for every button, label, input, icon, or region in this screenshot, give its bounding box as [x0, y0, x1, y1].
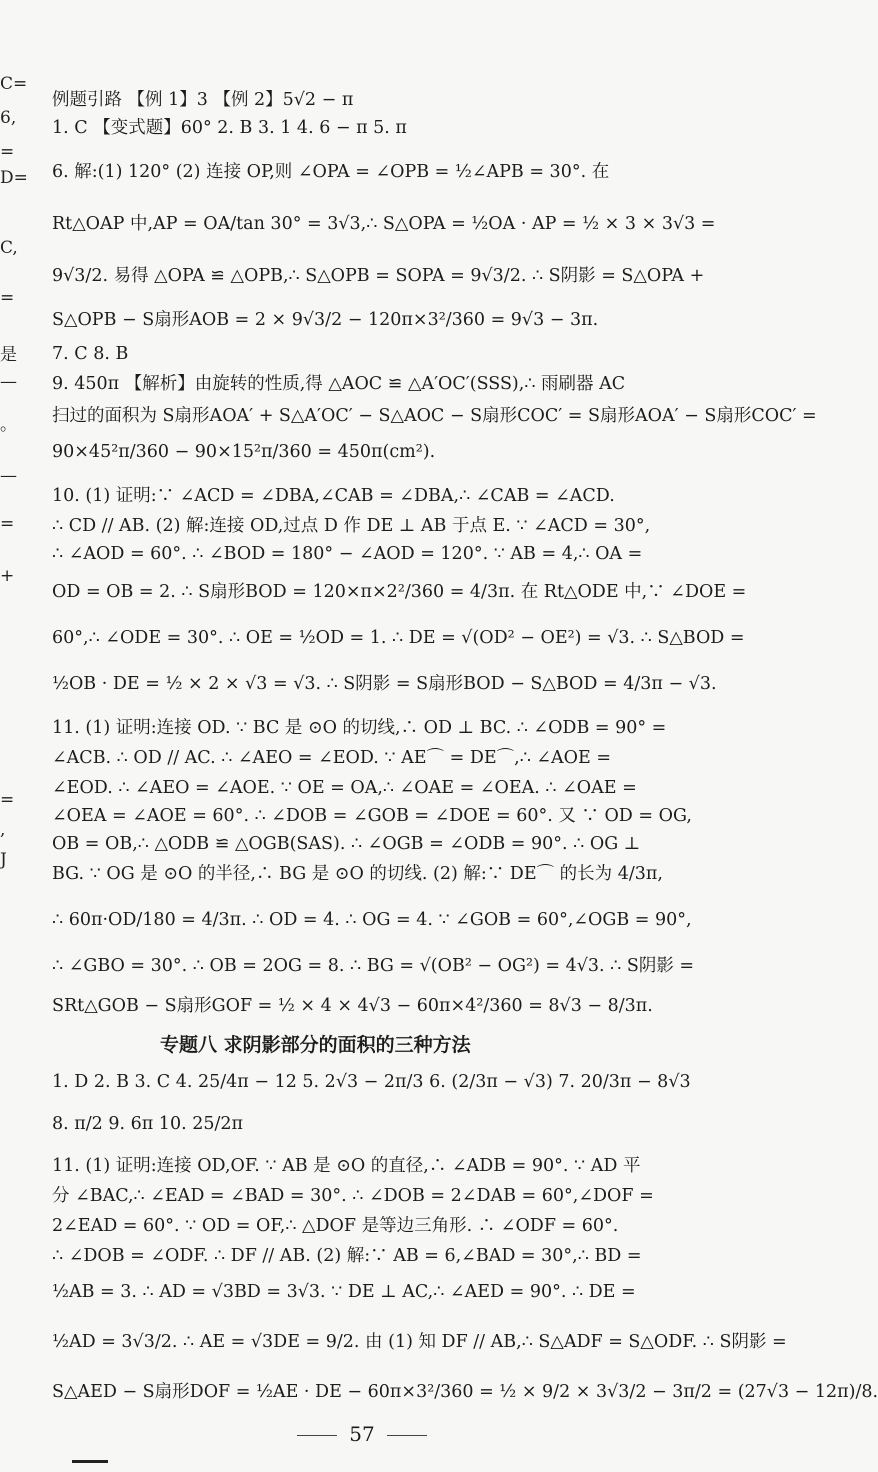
bottom-edge-mark — [72, 1460, 108, 1471]
edge-fragment: — — [0, 466, 17, 486]
answer-line: 7. C 8. B — [52, 344, 129, 364]
answer-line: 1. C 【变式题】60° 2. B 3. 1 4. 6 − π 5. π — [52, 118, 407, 138]
solution-line: ∠ACB. ∴ OD // AC. ∴ ∠AEO = ∠EOD. ∵ AE⌒ = DE⌒,∴ ∠AOE = — [52, 748, 612, 768]
edge-fragment: 是 — [0, 345, 17, 365]
page-number-dash-left — [297, 1435, 337, 1436]
solution-line: 9. 450π 【解析】由旋转的性质,得 △AOC ≌ △A′OC′(SSS),∴ 雨刷器 AC — [52, 374, 626, 394]
solution-line: 9√3/2. 易得 △OPA ≌ △OPB,∴ S△OPB = SOPA = 9√3/2. ∴ S阴影 = S△OPA + — [52, 266, 705, 286]
solution-line: Rt△OAP 中,AP = OA/tan 30° = 3√3,∴ S△OPA = ½OA · AP = ½ × 3 × 3√3 = — [52, 214, 716, 234]
solution-line: ½AB = 3. ∴ AD = √3BD = 3√3. ∵ DE ⊥ AC,∴ ∠AED = 90°. ∴ DE = — [52, 1282, 636, 1302]
edge-fragment: , — [0, 820, 6, 840]
solution-line: S△OPB − S扇形AOB = 2 × 9√3/2 − 120π×3²/360 = 9√3 − 3π. — [52, 310, 599, 330]
solution-line: ∴ ∠DOB = ∠ODF. ∴ DF // AB. (2) 解:∵ AB = 6,∠BAD = 30°,∴ BD = — [52, 1246, 642, 1266]
edge-fragment: + — [0, 566, 15, 586]
edge-fragment: = — [0, 790, 15, 810]
edge-fragment: J — [0, 850, 7, 870]
solution-line: S△AED − S扇形DOF = ½AE · DE − 60π×3²/360 = ½ × 9/2 × 3√3/2 − 3π/2 = (27√3 − 12π)/8. — [52, 1382, 878, 1402]
section-title: 专题八 求阴影部分的面积的三种方法 — [160, 1034, 471, 1056]
page-number-dash-right — [387, 1435, 427, 1436]
example-guide-line: 例题引路 【例 1】3 【例 2】5√2 − π — [52, 90, 354, 110]
edge-fragment: = — [0, 288, 15, 308]
solution-line: BG. ∵ OG 是 ⊙O 的半径,∴ BG 是 ⊙O 的切线. (2) 解:∵ DE⌒ 的长为 4/3π, — [52, 864, 663, 884]
solution-line: 10. (1) 证明:∵ ∠ACD = ∠DBA,∠CAB = ∠DBA,∴ ∠CAB = ∠ACD. — [52, 486, 615, 506]
answer-line: 8. π/2 9. 6π 10. 25/2π — [52, 1114, 244, 1134]
edge-fragment: = — [0, 514, 15, 534]
solution-line: ∠OEA = ∠AOE = 60°. ∴ ∠DOB = ∠GOB = ∠DOE = 60°. 又 ∵ OD = OG, — [52, 806, 692, 826]
solution-line: OB = OB,∴ △ODB ≌ △OGB(SAS). ∴ ∠OGB = ∠ODB = 90°. ∴ OG ⊥ — [52, 834, 641, 854]
edge-fragment: = — [0, 142, 15, 162]
edge-fragment: 6, — [0, 108, 17, 128]
solution-line: 11. (1) 证明:连接 OD. ∵ BC 是 ⊙O 的切线,∴ OD ⊥ BC. ∴ ∠ODB = 90° = — [52, 718, 667, 738]
edge-fragment: 。 — [0, 415, 17, 435]
solution-line: SRt△GOB − S扇形GOF = ½ × 4 × 4√3 − 60π×4²/360 = 8√3 − 8/3π. — [52, 996, 653, 1016]
edge-fragment: D= — [0, 168, 28, 188]
solution-line: 分 ∠BAC,∴ ∠EAD = ∠BAD = 30°. ∴ ∠DOB = 2∠DAB = 60°,∠DOF = — [52, 1186, 654, 1206]
edge-fragment: — — [0, 372, 17, 392]
solution-line: 扫过的面积为 S扇形AOA′ + S△A′OC′ − S△AOC − S扇形COC′ = S扇形AOA′ − S扇形COC′ = — [52, 406, 817, 426]
solution-line: OD = OB = 2. ∴ S扇形BOD = 120×π×2²/360 = 4/3π. 在 Rt△ODE 中,∵ ∠DOE = — [52, 582, 747, 602]
solution-line: 2∠EAD = 60°. ∵ OD = OF,∴ △DOF 是等边三角形. ∴ ∠ODF = 60°. — [52, 1216, 619, 1236]
solution-line: ∠EOD. ∴ ∠AEO = ∠AOE. ∵ OE = OA,∴ ∠OAE = ∠OEA. ∴ ∠OAE = — [52, 778, 637, 798]
solution-line: ∴ CD // AB. (2) 解:连接 OD,过点 D 作 DE ⊥ AB 于点 E. ∵ ∠ACD = 30°, — [52, 516, 651, 536]
solution-line: ∴ ∠AOD = 60°. ∴ ∠BOD = 180° − ∠AOD = 120°. ∵ AB = 4,∴ OA = — [52, 544, 643, 564]
edge-fragment: C, — [0, 238, 18, 258]
solution-line: ∴ 60π·OD/180 = 4/3π. ∴ OD = 4. ∴ OG = 4. ∵ ∠GOB = 60°,∠OGB = 90°, — [52, 910, 692, 930]
solution-line: 6. 解:(1) 120° (2) 连接 OP,则 ∠OPA = ∠OPB = ½∠APB = 30°. 在 — [52, 162, 610, 182]
solution-line: ∴ ∠GBO = 30°. ∴ OB = 2OG = 8. ∴ BG = √(OB² − OG²) = 4√3. ∴ S阴影 = — [52, 956, 695, 976]
solution-line: 11. (1) 证明:连接 OD,OF. ∵ AB 是 ⊙O 的直径,∴ ∠ADB = 90°. ∵ AD 平 — [52, 1156, 641, 1176]
edge-fragment: C= — [0, 74, 28, 94]
solution-line: ½AD = 3√3/2. ∴ AE = √3DE = 9/2. 由 (1) 知 DF // AB,∴ S△ADF = S△ODF. ∴ S阴影 = — [52, 1332, 787, 1352]
solution-line: 60°,∴ ∠ODE = 30°. ∴ OE = ½OD = 1. ∴ DE = √(OD² − OE²) = √3. ∴ S△BOD = — [52, 628, 745, 648]
page-number — [0, 1422, 724, 1446]
page-number-text: 57 — [349, 1422, 375, 1446]
solution-line: 90×45²π/360 − 90×15²π/360 = 450π(cm²). — [52, 442, 436, 462]
solution-line: ½OB · DE = ½ × 2 × √3 = √3. ∴ S阴影 = S扇形BOD − S△BOD = 4/3π − √3. — [52, 674, 717, 694]
answer-line: 1. D 2. B 3. C 4. 25/4π − 12 5. 2√3 − 2π/3 6. (2/3π − √3) 7. 20/3π − 8√3 — [52, 1072, 691, 1092]
